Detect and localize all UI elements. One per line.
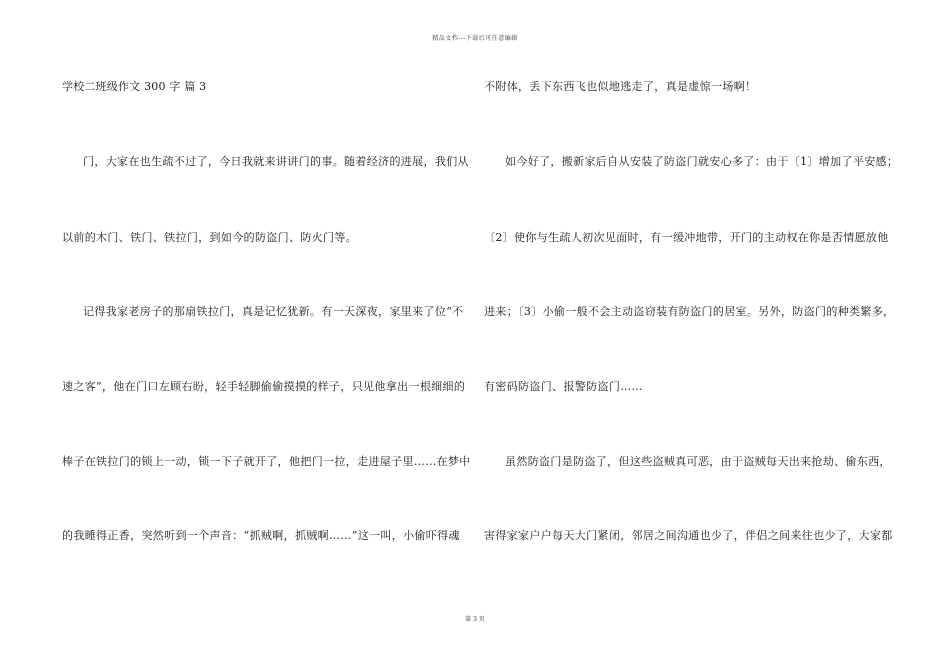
essay-title: 学校二班级作文 300 字 篇 3 [62,80,207,93]
paragraph-line: 如今好了，搬新家后自从安装了防盗门就安心多了：由于〔1〕增加了平安感； [505,155,899,168]
page-header: 精品文档---下载后可任意编辑 [432,35,518,42]
paragraph-line: 门，大家在也生疏不过了，今日我就来讲讲门的事。随着经济的进展，我们从 [83,155,469,168]
paragraph-line: 速之客”，他在门口左顾右盼，轻手轻脚偷偷摸摸的样子，只见他拿出一根细细的 [62,380,466,393]
paragraph-line: 虽然防盗门是防盗了，但这些盗贼真可恶，由于盗贼每天出来抢劫、偷东西， [505,455,891,468]
paragraph-line: 不附体，丢下东西飞也似地逃走了，真是虚惊一场啊！ [484,80,757,93]
paragraph-line: 棒子在铁拉门的锁上一动，锁一下子就开了，他把门一拉，走进屋子里……在梦中 [62,455,471,468]
paragraph-line: 以前的木门、铁门、铁拉门，到如今的防盗门、防火门等。 [62,231,358,244]
page-number: 第 3 页 [465,616,485,623]
paragraph-line: 害得家家户户每天大门紧闭，邻居之间沟通也少了，伴侣之间来往也少了，大家都 [484,529,893,542]
paragraph-line: 的我睡得正香，突然听到一个声音：“抓贼啊，抓贼啊……”这一叫，小偷吓得魂 [62,529,460,542]
paragraph-line: 进来；〔3〕小偷一般不会主动盗窃装有防盗门的居室。另外，防盗门的种类繁多， [484,305,895,318]
paragraph-line: 有密码防盗门、报警防盗门…… [484,380,643,393]
paragraph-line: 〔2〕使你与生疏人初次见面时，有一缓冲地带，开门的主动权在你是否情愿放他 [484,231,889,244]
paragraph-line: 记得我家老房子的那扇铁拉门，真是记忆犹新。有一天深夜，家里来了位“不 [83,305,464,318]
